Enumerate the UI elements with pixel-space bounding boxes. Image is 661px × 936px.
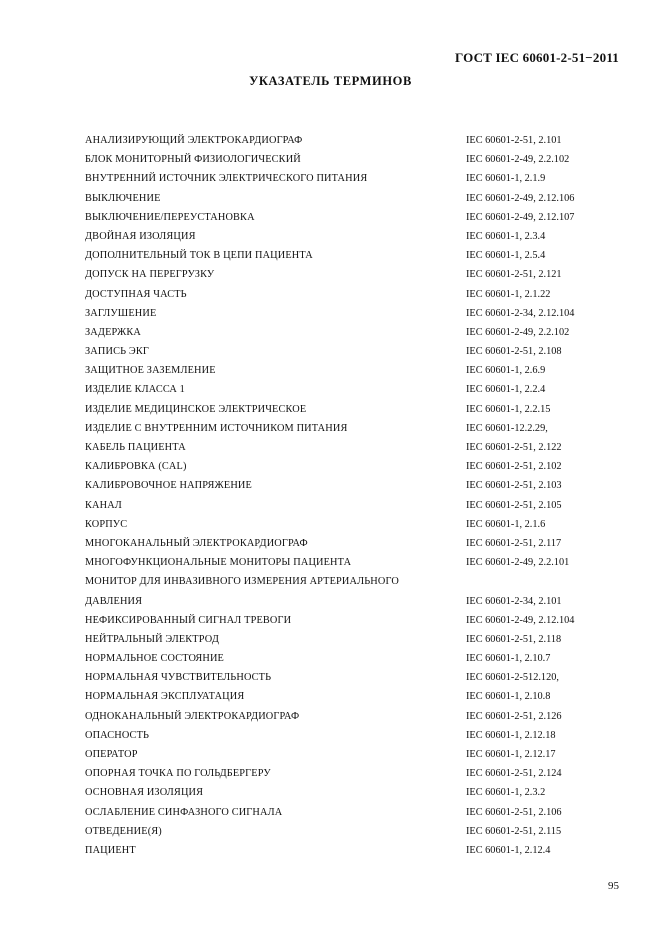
list-item — [85, 668, 605, 687]
term-name: ЗАДЕРЖКА — [85, 326, 142, 338]
list-item — [85, 611, 605, 630]
term-reference: IEC 60601-1, 2.12.18 — [466, 729, 556, 741]
list-item — [85, 496, 605, 515]
list-item — [85, 822, 605, 841]
term-reference: IEC 60601-2-34, 2.12.104 — [466, 307, 575, 319]
term-name: ОПАСНОСТЬ — [85, 729, 150, 741]
term-reference: IEC 60601-2-51, 2.101 — [466, 135, 562, 146]
list-item — [85, 553, 605, 572]
term-reference: IEC 60601-2-49, 2.2.102 — [466, 154, 570, 166]
list-item — [85, 265, 605, 284]
terms-index-list — [85, 131, 605, 860]
page-title: УКАЗАТЕЛЬ ТЕРМИНОВ — [249, 74, 412, 88]
list-item — [85, 649, 605, 668]
list-item — [85, 630, 605, 649]
list-item — [85, 476, 605, 495]
term-name: МНОГОФУНКЦИОНАЛЬНЫЕ МОНИТОРЫ ПАЦИЕНТА — [85, 557, 352, 569]
term-reference: IEC 60601-2-51, 2.118 — [466, 633, 562, 645]
term-name: ОДНОКАНАЛЬНЫЙ ЭЛЕКТРОКАРДИОГРАФ — [85, 710, 300, 722]
term-reference: IEC 60601-2-49, 2.2.101 — [466, 557, 570, 569]
term-reference: IEC 60601-2-51, 2.115 — [466, 825, 562, 837]
term-name: ПАЦИЕНТ — [85, 844, 136, 856]
list-item — [85, 246, 605, 265]
list-item — [85, 592, 605, 611]
term-reference: IEC 60601-1, 2.12.4 — [466, 844, 551, 856]
list-item — [85, 764, 605, 783]
term-name: АНАЛИЗИРУЮЩИЙ ЭЛЕКТРОКАРДИОГРАФ — [85, 135, 303, 146]
list-item — [85, 323, 605, 342]
term-reference: IEC 60601-2-34, 2.101 — [466, 595, 562, 607]
list-item — [85, 783, 605, 802]
term-name: НЕЙТРАЛЬНЫЙ ЭЛЕКТРОД — [85, 633, 219, 645]
term-reference: IEC 60601-2-49, 2.12.106 — [466, 192, 575, 204]
term-name: ДОСТУПНАЯ ЧАСТЬ — [85, 288, 187, 300]
term-reference: IEC 60601-1, 2.10.8 — [466, 691, 551, 703]
list-item — [85, 687, 605, 706]
term-name: ДОПОЛНИТЕЛЬНЫЙ ТОК В ЦЕПИ ПАЦИЕНТА — [85, 250, 313, 262]
term-reference: IEC 60601-2-51, 2.117 — [466, 537, 562, 549]
term-reference: IEC 60601-2-51, 2.108 — [466, 346, 562, 358]
list-item — [85, 150, 605, 169]
list-item — [85, 131, 605, 150]
term-reference: IEC 60601-2-51, 2.102 — [466, 461, 562, 473]
list-item — [85, 400, 605, 419]
list-item — [85, 534, 605, 553]
term-reference: IEC 60601-1, 2.3.2 — [466, 787, 546, 799]
page-number: 95 — [608, 880, 619, 892]
term-name: НЕФИКСИРОВАННЫЙ СИГНАЛ ТРЕВОГИ — [85, 614, 292, 626]
list-item — [85, 285, 605, 304]
term-reference: IEC 60601-2-51, 2.106 — [466, 806, 562, 818]
term-name: ЗАГЛУШЕНИЕ — [85, 307, 157, 319]
term-reference: IEC 60601-2-512.120, — [466, 672, 559, 684]
list-item — [85, 745, 605, 764]
term-reference: IEC 60601-2-51, 2.122 — [466, 442, 562, 453]
term-reference: IEC 60601-2-49, 2.12.104 — [466, 614, 575, 626]
list-item — [85, 457, 605, 476]
term-name: БЛОК МОНИТОРНЫЙ ФИЗИОЛОГИЧЕСКИЙ — [85, 154, 301, 166]
term-name: КОРПУС — [85, 518, 128, 530]
term-name: КАБЕЛЬ ПАЦИЕНТА — [85, 442, 186, 453]
term-reference: IEC 60601-2-49, 2.2.102 — [466, 326, 570, 338]
list-item — [85, 803, 605, 822]
term-name: ОПОРНАЯ ТОЧКА ПО ГОЛЬДБЕРГЕРУ — [85, 768, 271, 780]
term-name: ОСЛАБЛЕНИЕ СИНФАЗНОГО СИГНАЛА — [85, 806, 283, 818]
term-name: КАНАЛ — [85, 499, 122, 511]
list-item — [85, 438, 605, 457]
list-item — [85, 515, 605, 534]
term-reference: IEC 60601-1, 2.5.4 — [466, 250, 546, 262]
list-item — [85, 342, 605, 361]
term-reference: IEC 60601-1, 2.3.4 — [466, 230, 546, 242]
term-name: НОРМАЛЬНОЕ СОСТОЯНИЕ — [85, 653, 225, 665]
term-reference: IEC 60601-1, 2.1.6 — [466, 518, 546, 530]
term-name: ОПЕРАТОР — [85, 749, 138, 760]
term-name: ДАВЛЕНИЯ — [85, 595, 143, 607]
document-header: ГОСТ IEC 60601-2-51−2011 — [454, 50, 619, 65]
term-reference: IEC 60601-2-51, 2.103 — [466, 480, 562, 492]
term-name: ОТВЕДЕНИЕ(Я) — [85, 825, 162, 837]
term-reference: IEC 60601-2-51, 2.121 — [466, 269, 562, 281]
term-name: ИЗДЕЛИЕ МЕДИЦИНСКОЕ ЭЛЕКТРИЧЕСКОЕ — [85, 403, 307, 415]
term-name: ДОПУСК НА ПЕРЕГРУЗКУ — [85, 269, 215, 281]
list-item — [85, 169, 605, 188]
term-reference: IEC 60601-1, 2.2.15 — [466, 403, 551, 415]
term-name: ВНУТРЕННИЙ ИСТОЧНИК ЭЛЕКТРИЧЕСКОГО ПИТАНИЯ — [85, 173, 368, 185]
list-item — [85, 189, 605, 208]
term-name: МНОГОКАНАЛЬНЫЙ ЭЛЕКТРОКАРДИОГРАФ — [85, 537, 308, 549]
term-reference: IEC 60601-2-51, 2.124 — [466, 768, 562, 780]
term-reference: IEC 60601-1, 2.1.9 — [466, 173, 546, 185]
term-reference: IEC 60601-1, 2.1.22 — [466, 288, 551, 300]
list-item — [85, 726, 605, 745]
term-name: НОРМАЛЬНАЯ ЧУВСТВИТЕЛЬНОСТЬ — [85, 672, 272, 684]
list-item — [85, 419, 605, 438]
term-name: ОСНОВНАЯ ИЗОЛЯЦИЯ — [85, 787, 204, 799]
term-name: ИЗДЕЛИЕ С ВНУТРЕННИМ ИСТОЧНИКОМ ПИТАНИЯ — [85, 422, 348, 434]
term-name: ИЗДЕЛИЕ КЛАССА 1 — [85, 384, 185, 396]
term-name: ЗАЩИТНОЕ ЗАЗЕМЛЕНИЕ — [85, 365, 216, 377]
term-reference: IEC 60601-2-51, 2.105 — [466, 499, 562, 511]
term-reference: IEC 60601-12.2.29, — [466, 422, 548, 434]
term-name: ВЫКЛЮЧЕНИЕ/ПЕРЕУСТАНОВКА — [85, 211, 255, 223]
list-item — [85, 841, 605, 860]
term-name: ВЫКЛЮЧЕНИЕ — [85, 192, 161, 204]
list-item — [85, 707, 605, 726]
list-item — [85, 572, 605, 591]
list-item — [85, 361, 605, 380]
list-item — [85, 208, 605, 227]
term-reference: IEC 60601-2-51, 2.126 — [466, 710, 562, 722]
term-name: ДВОЙНАЯ ИЗОЛЯЦИЯ — [85, 230, 196, 242]
term-reference: IEC 60601-1, 2.2.4 — [466, 384, 546, 396]
list-item — [85, 304, 605, 323]
term-reference: IEC 60601-1, 2.12.17 — [466, 749, 556, 760]
term-name: ЗАПИСЬ ЭКГ — [85, 346, 149, 358]
term-reference: IEC 60601-1, 2.6.9 — [466, 365, 546, 377]
term-reference: IEC 60601-2-49, 2.12.107 — [466, 211, 575, 223]
term-name: КАЛИБРОВОЧНОЕ НАПРЯЖЕНИЕ — [85, 480, 252, 492]
term-name: НОРМАЛЬНАЯ ЭКСПЛУАТАЦИЯ — [85, 691, 245, 703]
list-item — [85, 227, 605, 246]
term-name: КАЛИБРОВКА (CAL) — [85, 461, 187, 473]
term-name: МОНИТОР ДЛЯ ИНВАЗИВНОГО ИЗМЕРЕНИЯ АРТЕРИАЛЬНОГО — [85, 576, 399, 588]
list-item — [85, 380, 605, 399]
term-reference: IEC 60601-1, 2.10.7 — [466, 653, 551, 665]
